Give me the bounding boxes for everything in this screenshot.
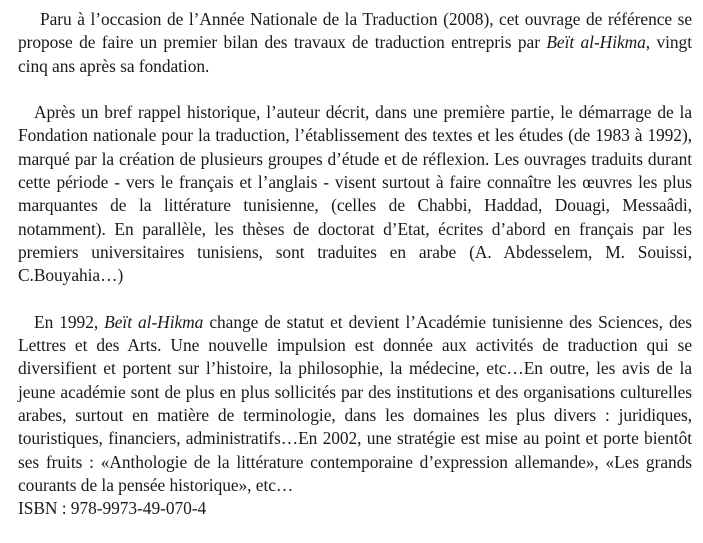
paragraph-spacer: [18, 78, 692, 101]
academy-text-end: change de statut et devient l’Académie tunisienne des Sciences, des Lettres et des Arts. Une nouvelle impulsion est donnée aux activités de traduction qui se diversifient et portent sur l’histoire, la philosophie, la médecine, etc…En outre, les avis de la jeune académie sont de plus en plus sollicités par des institutions et des organisations culturelles arabes, surtout en matière de terminologie, dans les domaines les plus divers : juridiques, touristiques, financiers, administratifs…En 2002, une stratégie est mise au point et porte bientôt ses fruits : «Anthologie de la littérature contemporaine d’expression allemande», «Les grands courants de la pensée historique», etc…: [18, 311, 692, 495]
institution-name: Beït al-Hikma: [104, 311, 204, 332]
intro-text-start: Paru à l’occasion de l’Année Nationale de la Traduction (2008), cet ouvrage de référence se propose de faire un premier bilan des travaux de traduction entrepris par: [18, 9, 692, 53]
isbn-line: ISBN : 978-9973-49-070-4: [18, 498, 207, 519]
paragraph-history: Après un bref rappel historique, l’auteur décrit, dans une première partie, le démarrage de la Fondation nationale pour la traduction, l’établissement des textes et les études (de 1983 à 1992), marqué par la création de plusieurs groupes d’étude et de réflexion. Les ouvrages traduits durant cette période - vers le français et l’anglais - visent surtout à faire connaître les œuvres les plus marquantes de la littérature tunisienne, (celles de Chabbi, Haddad, Douagi, Messaâdi, notamment). En parallèle, les thèses de doctorat d’Etat, écrites d’abord en français par les premiers universitaires tunisiens, sont traduites en arabe (A. Abdesselem, M. Souissi, C.Bouyahia…): [18, 102, 692, 286]
academy-text-start: En 1992,: [34, 311, 105, 332]
paragraph-spacer: [18, 288, 692, 311]
intro-text-end: , vingt cinq ans après sa fondation.: [18, 32, 692, 76]
paragraph-academy: [18, 311, 692, 497]
institution-name: Beït al-Hikma: [546, 32, 646, 53]
paragraph-intro: [18, 8, 692, 78]
